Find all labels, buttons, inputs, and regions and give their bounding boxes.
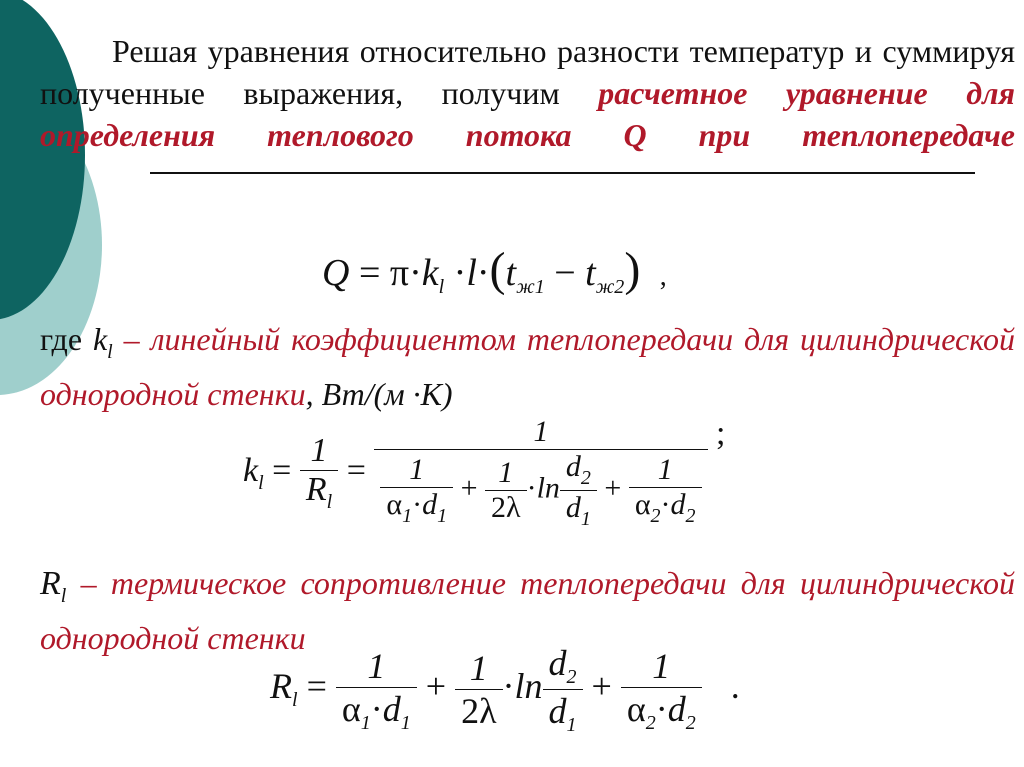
definition-kl: где $k_l$ – линейный коэффициентом теплопередачи для цилиндрической однородной стенки, Вт/(м ·К)	[40, 321, 1016, 412]
intro-highlight: расчетное уравнение для определения теплового потока Q при теплопередаче	[40, 75, 1016, 153]
rl-equation: $R_l$ = $\frac{1}{\alpha_1\cdot d_1}$ + $\frac{1}{2\lambda}$ ·ln $\frac{d_2}{d_1}$ + $\frac{1}{\alpha_2\cdot d_2}$ .	[270, 643, 740, 736]
definition-rl: $R_l$ – термическое сопротивление теплопередачи для цилиндрической однородной стенки	[40, 565, 1015, 656]
kl-equation: $k_l$ = $\frac{1}{R_l}$ = 1 $\frac{1}{\alpha_1\cdot d_1}$ + $\frac{1}{2\lambda}$ ·ln $\frac{d_2}{d_1}$ + $\frac{1}{\alpha_2\cdot d_2}$ ;	[243, 415, 726, 530]
intro-text: Решая уравнения относительно разности температур и суммируя полученные выражения, получим	[40, 33, 1015, 111]
slide-content	[40, 30, 1015, 156]
heat-flow-equation: $Q = \pi\cdot k_l \cdot l\cdot(t_{ж1} - t_{ж2})$ ,	[322, 243, 667, 298]
underline-rule	[150, 172, 975, 174]
intro-paragraph	[40, 30, 1015, 156]
